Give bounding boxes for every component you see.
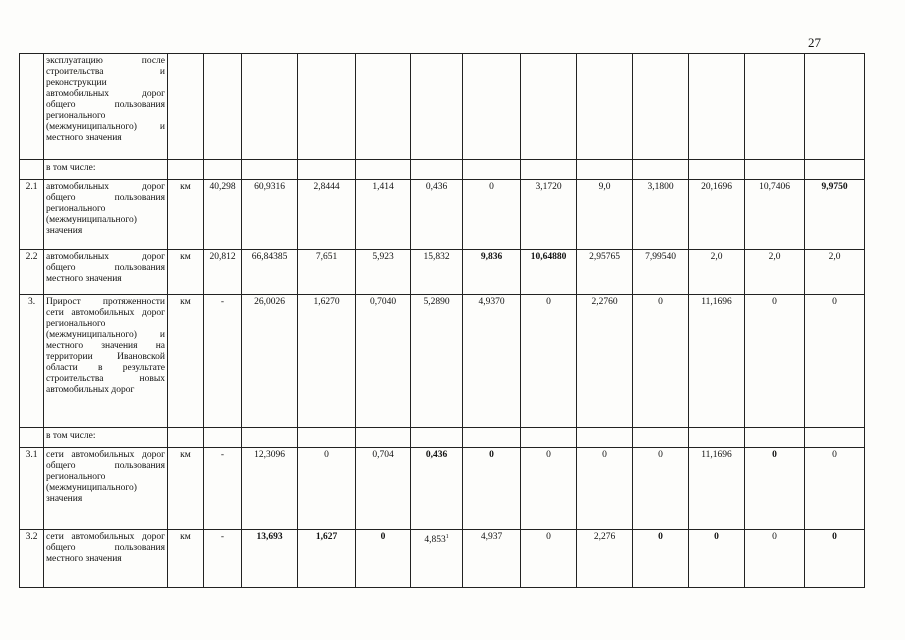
cell-value: 0 — [633, 530, 689, 588]
cell-value: 0 — [521, 530, 577, 588]
cell-value: 0,436 — [411, 180, 463, 250]
cell-value: 1,6270 — [298, 295, 356, 428]
cell-value — [298, 428, 356, 448]
cell-value: 3,1720 — [521, 180, 577, 250]
cell-value: 0 — [633, 448, 689, 530]
cell-value: 0,704 — [356, 448, 411, 530]
cell-value: 2,95765 — [577, 250, 633, 295]
cell-value — [242, 160, 298, 180]
cell-value: 1,627 — [298, 530, 356, 588]
cell-value: 2,2760 — [577, 295, 633, 428]
cell-value — [204, 54, 242, 160]
cell-value — [411, 160, 463, 180]
cell-value: 60,9316 — [242, 180, 298, 250]
cell-value: 0 — [577, 448, 633, 530]
cell-value: 9,9750 — [805, 180, 865, 250]
cell-index: 3.2 — [20, 530, 44, 588]
cell-value: 4,937 — [463, 530, 521, 588]
cell-value: 2,8444 — [298, 180, 356, 250]
cell-value: 20,1696 — [689, 180, 745, 250]
cell-value — [689, 428, 745, 448]
cell-value: 1,414 — [356, 180, 411, 250]
value-text: 4,853 — [424, 535, 446, 546]
cell-index: 3.1 — [20, 448, 44, 530]
cell-value — [745, 54, 805, 160]
cell-value: 0 — [745, 530, 805, 588]
cell-index: 2.2 — [20, 250, 44, 295]
cell-value — [411, 428, 463, 448]
cell-index — [20, 54, 44, 160]
cell-value: 0 — [521, 448, 577, 530]
cell-value — [577, 160, 633, 180]
cell-value — [689, 54, 745, 160]
cell-value — [689, 160, 745, 180]
cell-value — [745, 160, 805, 180]
cell-value: 15,832 — [411, 250, 463, 295]
cell-value — [356, 428, 411, 448]
cell-value: 40,298 — [204, 180, 242, 250]
table-row — [20, 448, 865, 530]
cell-value — [577, 428, 633, 448]
cell-unit: км — [168, 448, 204, 530]
cell-value: 26,0026 — [242, 295, 298, 428]
cell-value: 0 — [463, 180, 521, 250]
cell-unit: км — [168, 530, 204, 588]
cell-description: эксплуатацию после строительства и реконструкции автомобильных дорог общего пользования регионального (межмуниципального) и местного значения — [44, 54, 168, 160]
cell-value: 11,1696 — [689, 448, 745, 530]
cell-value: 4,9370 — [463, 295, 521, 428]
cell-value — [805, 428, 865, 448]
cell-value: 2,276 — [577, 530, 633, 588]
cell-value — [745, 428, 805, 448]
cell-value — [463, 428, 521, 448]
cell-value: 0 — [805, 295, 865, 428]
cell-description: в том числе: — [44, 160, 168, 180]
cell-value: 0 — [298, 448, 356, 530]
cell-value — [242, 54, 298, 160]
road-data-table — [19, 53, 865, 588]
cell-value: - — [204, 448, 242, 530]
cell-value — [521, 160, 577, 180]
cell-value: 2,0 — [689, 250, 745, 295]
cell-value — [298, 54, 356, 160]
cell-index — [20, 160, 44, 180]
cell-value: 0 — [521, 295, 577, 428]
cell-value: 0,7040 — [356, 295, 411, 428]
cell-description: автомобильных дорог общего пользования местного значения — [44, 250, 168, 295]
cell-value: 0,436 — [411, 448, 463, 530]
cell-value: 7,99540 — [633, 250, 689, 295]
cell-index — [20, 428, 44, 448]
cell-value: 0 — [745, 295, 805, 428]
footnote-mark: 1 — [445, 534, 449, 540]
cell-value — [463, 54, 521, 160]
cell-description: Прирост протяженности сети автомобильных дорог регионального (межмуниципального) и местного значения на территории Ивановской области в результате строительства новых автомобильных дорог — [44, 295, 168, 428]
cell-value — [356, 160, 411, 180]
cell-value — [463, 160, 521, 180]
table-row — [20, 530, 865, 588]
cell-value — [356, 54, 411, 160]
cell-value — [298, 160, 356, 180]
table-row — [20, 250, 865, 295]
cell-value: 0 — [745, 448, 805, 530]
cell-value — [411, 54, 463, 160]
cell-value: 13,693 — [242, 530, 298, 588]
cell-value — [633, 428, 689, 448]
table-row — [20, 428, 865, 448]
cell-value: 7,651 — [298, 250, 356, 295]
cell-unit — [168, 428, 204, 448]
cell-value — [521, 428, 577, 448]
cell-value: 10,64880 — [521, 250, 577, 295]
cell-value — [204, 428, 242, 448]
cell-value — [204, 160, 242, 180]
cell-value: 3,1800 — [633, 180, 689, 250]
cell-unit — [168, 160, 204, 180]
cell-unit — [168, 54, 204, 160]
cell-value: 0 — [356, 530, 411, 588]
table-row — [20, 180, 865, 250]
cell-value — [633, 160, 689, 180]
cell-value — [242, 428, 298, 448]
cell-value: 5,2890 — [411, 295, 463, 428]
cell-value: 9,836 — [463, 250, 521, 295]
cell-value — [805, 54, 865, 160]
cell-description: в том числе: — [44, 428, 168, 448]
cell-value: 2,0 — [745, 250, 805, 295]
cell-value — [577, 54, 633, 160]
cell-value: 0 — [689, 530, 745, 588]
cell-description: автомобильных дорог общего пользования регионального (межмуниципального) значения — [44, 180, 168, 250]
cell-value: 66,84385 — [242, 250, 298, 295]
table-row — [20, 54, 865, 160]
cell-value: 9,0 — [577, 180, 633, 250]
cell-value: 11,1696 — [689, 295, 745, 428]
cell-unit: км — [168, 180, 204, 250]
cell-unit: км — [168, 250, 204, 295]
cell-value — [633, 54, 689, 160]
cell-value: 0 — [633, 295, 689, 428]
cell-value: 5,923 — [356, 250, 411, 295]
cell-value: 12,3096 — [242, 448, 298, 530]
cell-value: - — [204, 530, 242, 588]
cell-value: 20,812 — [204, 250, 242, 295]
cell-value: 0 — [805, 530, 865, 588]
cell-value: 2,0 — [805, 250, 865, 295]
table-row — [20, 160, 865, 180]
cell-unit: км — [168, 295, 204, 428]
cell-value: 0 — [463, 448, 521, 530]
cell-description: сети автомобильных дорог общего пользования регионального (межмуниципального) значения — [44, 448, 168, 530]
cell-index: 3. — [20, 295, 44, 428]
cell-index: 2.1 — [20, 180, 44, 250]
cell-value — [411, 530, 463, 588]
cell-value: 10,7406 — [745, 180, 805, 250]
cell-value: - — [204, 295, 242, 428]
cell-value: 0 — [805, 448, 865, 530]
cell-value — [521, 54, 577, 160]
table-row — [20, 295, 865, 428]
page-number: 27 — [808, 35, 821, 50]
cell-value — [805, 160, 865, 180]
cell-description: сети автомобильных дорог общего пользования местного значения — [44, 530, 168, 588]
